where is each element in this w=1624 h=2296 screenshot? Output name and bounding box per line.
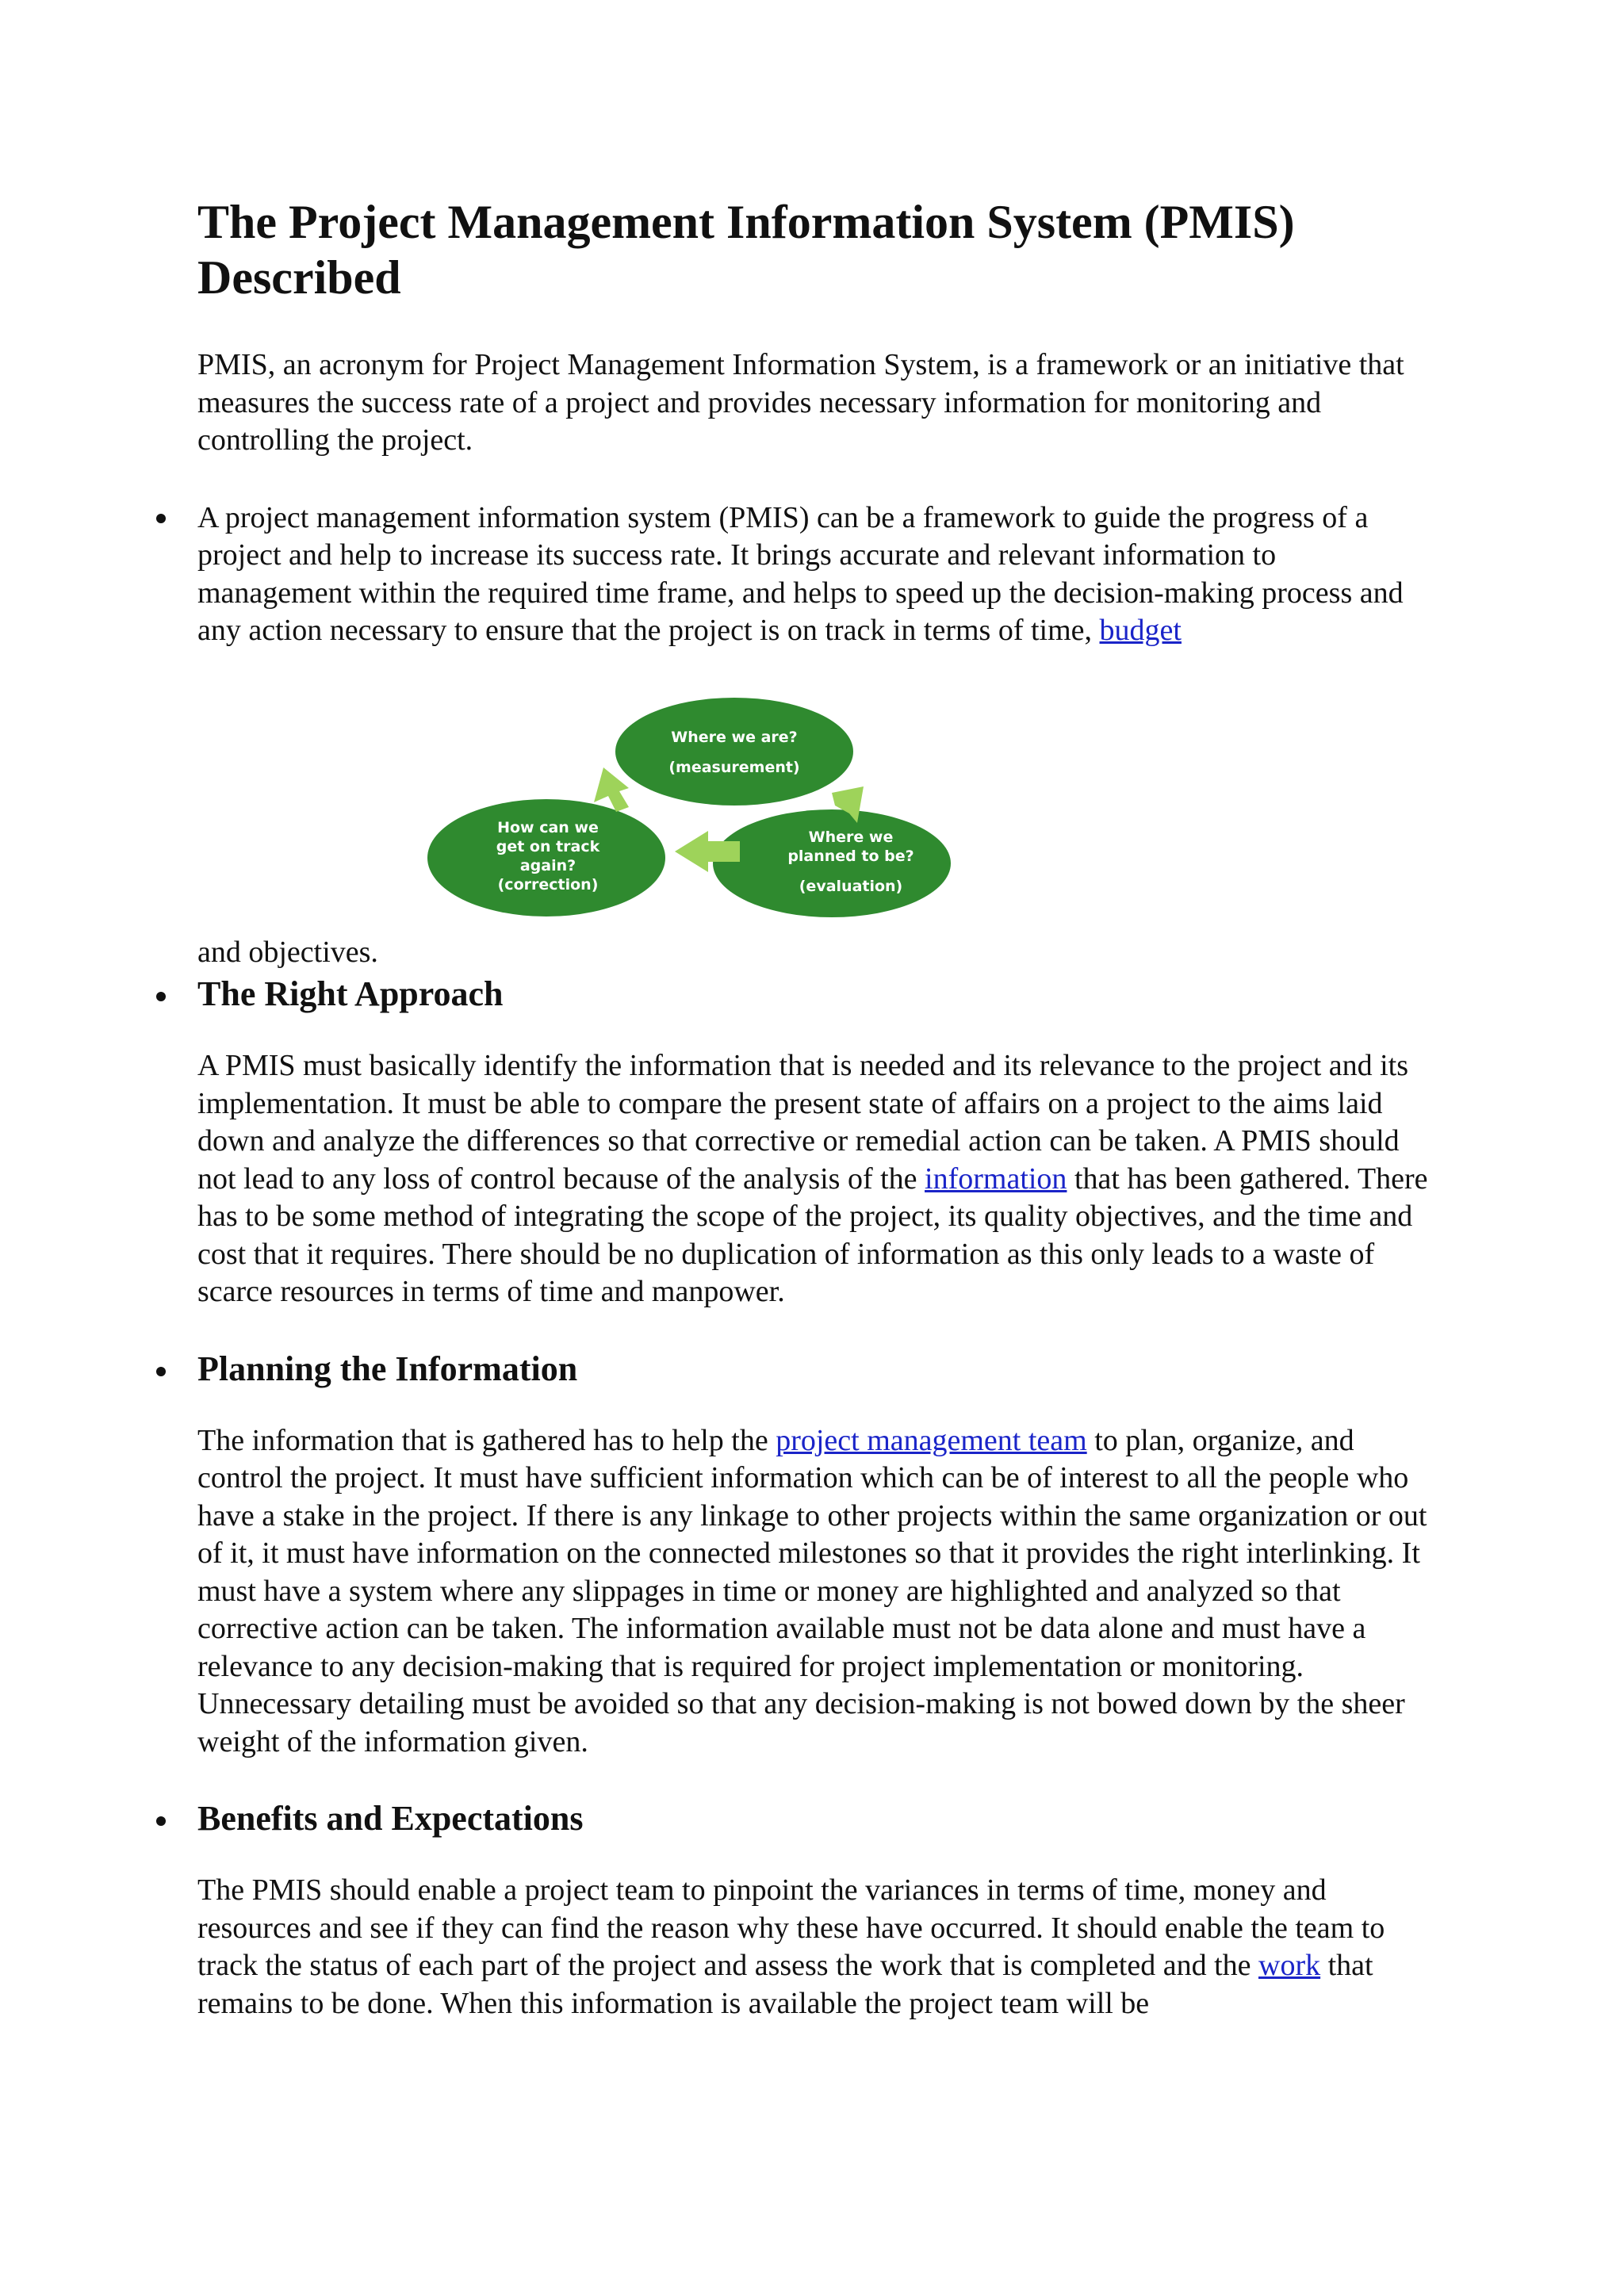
- measurement-circle: [615, 698, 853, 806]
- evaluation-label-3: (evaluation): [799, 877, 903, 895]
- paragraph-text: that has been gathered. There has to be some method of integrating the scope of the project, its quality objectives, and the time and cost that it requires. There should be no duplication of information as this only leads to a waste of scarce resources in terms of time and manpower.: [197, 1161, 1428, 1308]
- arrow-to-measurement-icon: [594, 767, 629, 812]
- bullet-icon: [156, 1816, 166, 1826]
- correction-label-4: (correction): [497, 875, 599, 894]
- correction-label-1: How can we: [497, 818, 599, 836]
- list-item-planning: [197, 1349, 1434, 1762]
- bullet-icon: [156, 1367, 166, 1376]
- article-body: [197, 194, 1434, 2022]
- paragraph-text: The information that is gathered has to help the: [197, 1423, 776, 1457]
- paragraph-text: A PMIS must basically identify the information that is needed and its relevance to the project and its implementation. It must be able to compare the present state of affairs on a project to the aims laid down and analyze the differences so that corrective or remedial action can be taken. A PMIS should not lead to any loss of control because of the analysis of the: [197, 1049, 1409, 1196]
- correction-label-3: again?: [519, 856, 576, 874]
- budget-link[interactable]: budget: [1099, 614, 1182, 647]
- planning-paragraph: [197, 1422, 1434, 1762]
- information-link[interactable]: information: [925, 1161, 1067, 1196]
- cycle-diagram-svg: [397, 696, 1063, 921]
- measurement-label-1: Where we are?: [671, 728, 798, 746]
- list-item-benefits: [197, 1799, 1434, 2022]
- bullet-list: [197, 499, 1434, 2023]
- pmis-cycle-diagram: [397, 696, 1063, 921]
- section-heading-benefits: Benefits and Expectations: [197, 1799, 584, 1838]
- section-heading-right-approach: The Right Approach: [197, 974, 504, 1013]
- paragraph-text: that remains to be done. When this information is available the project team will be: [197, 1949, 1373, 2020]
- correction-label-2: get on track: [496, 837, 600, 855]
- project-management-team-link[interactable]: project management team: [776, 1423, 1087, 1457]
- page-title: The Project Management Information System (PMIS) Described: [197, 196, 1295, 304]
- evaluation-label-2: planned to be?: [787, 847, 914, 865]
- list-item: [197, 499, 1434, 972]
- evaluation-label-1: Where we: [808, 828, 894, 846]
- benefits-paragraph: [197, 1872, 1434, 2022]
- bullet-text: A project management information system (PMIS) can be a framework to guide the progress of a project and help to increase its success rate. It brings accurate and relevant information to management within the required time frame, and helps to speed up the decision-making process and any action necessary to ensure that the project is on track in terms of time,: [197, 500, 1404, 647]
- work-link[interactable]: work: [1258, 1949, 1321, 1982]
- paragraph-text: The PMIS should enable a project team to pinpoint the variances in terms of time, money and resources and see if they can find the reason why these have occurred. It should enable the team to track the status of each part of the project and assess the work that is completed and the: [197, 1873, 1385, 1982]
- paragraph-text: to plan, organize, and control the project. It must have sufficient information which can be of interest to all the people who have a stake in the project. If there is any linkage to other projects within the same organization or out of it, it must have information on the connected milestones so that it provides the right interlinking. It must have a system where any slippages in time or money are highlighted and analyzed so that corrective action can be taken. The information available must not be data alone and must have a relevance to any decision-making that is required for project implementation or monitoring. Unnecessary detailing must be avoided so that any decision-making is not bowed down by the sheer weight of the information given.: [197, 1423, 1427, 1758]
- bullet-icon: [156, 514, 166, 523]
- bullet-paragraph: [197, 499, 1434, 650]
- right-approach-paragraph: [197, 1047, 1434, 1311]
- section-heading-planning: Planning the Information: [197, 1349, 578, 1388]
- bullet-icon: [156, 992, 166, 1001]
- intro-paragraph: PMIS, an acronym for Project Management Information System, is a framework or an initiative that measures the success rate of a project and provides necessary information for monitoring and controlling the project.: [197, 348, 1404, 457]
- list-item-right-approach: [197, 974, 1434, 1311]
- bullet-continuation: and objectives.: [197, 935, 378, 969]
- measurement-label-2: (measurement): [668, 758, 800, 776]
